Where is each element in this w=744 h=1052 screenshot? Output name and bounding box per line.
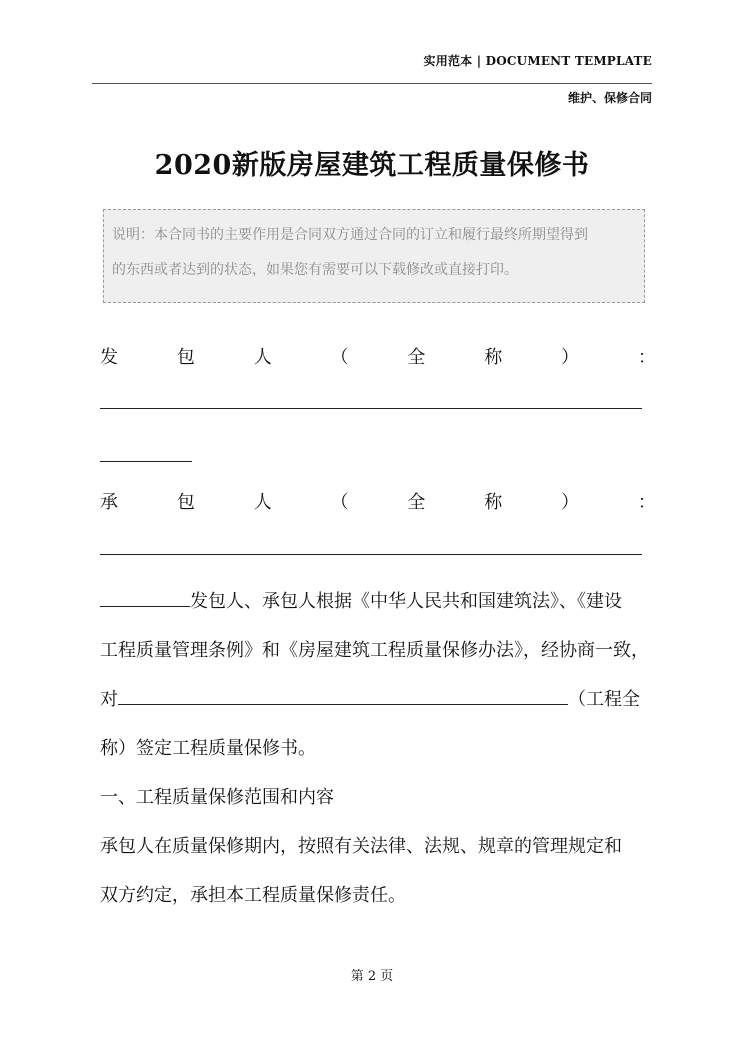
- para1-line3-suffix: （工程全: [568, 689, 640, 710]
- para1-line3-prefix: 对: [100, 689, 118, 710]
- para1-line1: [100, 587, 656, 613]
- party-a-char: 发: [100, 347, 118, 368]
- party-b-label: [100, 488, 656, 514]
- party-a-char: 全: [407, 347, 426, 368]
- note-line-2: 的东西或者达到的状态，如果您有需要可以下载修改或直接打印。: [112, 262, 518, 278]
- party-b-char: （: [330, 492, 349, 513]
- party-a-fill-line-cont[interactable]: [100, 461, 192, 462]
- party-a-char: ）: [561, 347, 580, 368]
- header-divider: [92, 83, 652, 84]
- section1-line1: 承包人在质量保修期内，按照有关法律、法规、规章的管理规定和: [100, 836, 622, 857]
- party-a-char: 人: [253, 347, 272, 368]
- party-b-char: 包: [176, 492, 195, 513]
- instruction-note-box: [103, 209, 645, 303]
- party-b-char: ：: [637, 492, 656, 513]
- header-category-label: 维护、保修合同: [567, 91, 652, 105]
- party-a-label: [100, 343, 656, 369]
- para1-line1-text: 发包人、承包人根据《中华人民共和国建筑法》、《建设: [190, 591, 622, 612]
- header-top-label: 实用范本 | DOCUMENT TEMPLATE: [423, 54, 652, 68]
- section1-heading: 一、工程质量保修范围和内容: [100, 787, 334, 808]
- para1-line2: 工程质量管理条例》和《房屋建筑工程质量保修办法》，经协商一致，: [100, 640, 649, 661]
- para1-line4: 称）签定工程质量保修书。: [100, 738, 316, 759]
- party-a-char: 称: [484, 347, 503, 368]
- note-line-1: 说明：本合同书的主要作用是合同双方通过合同的订立和履行最终所期望得到: [112, 227, 588, 243]
- party-b-char: 人: [253, 492, 272, 513]
- party-a-char: （: [330, 347, 349, 368]
- party-b-char: 全: [407, 492, 426, 513]
- page-number: 第 2 页: [350, 969, 394, 984]
- party-b-char: ）: [561, 492, 580, 513]
- party-b-char: 承: [100, 492, 118, 513]
- party-b-char: 称: [484, 492, 503, 513]
- party-a-char: ：: [637, 347, 656, 368]
- para1-line3: [100, 685, 656, 711]
- section1-line2: 双方约定，承担本工程质量保修责任。: [100, 885, 406, 906]
- party-b-fill-line-cont[interactable]: [100, 590, 190, 607]
- party-a-fill-line[interactable]: [100, 408, 642, 409]
- document-title: 2020新版房屋建筑工程质量保修书: [154, 150, 590, 181]
- party-b-fill-line[interactable]: [100, 554, 642, 555]
- party-a-char: 包: [176, 347, 195, 368]
- project-name-fill-line[interactable]: [118, 688, 568, 705]
